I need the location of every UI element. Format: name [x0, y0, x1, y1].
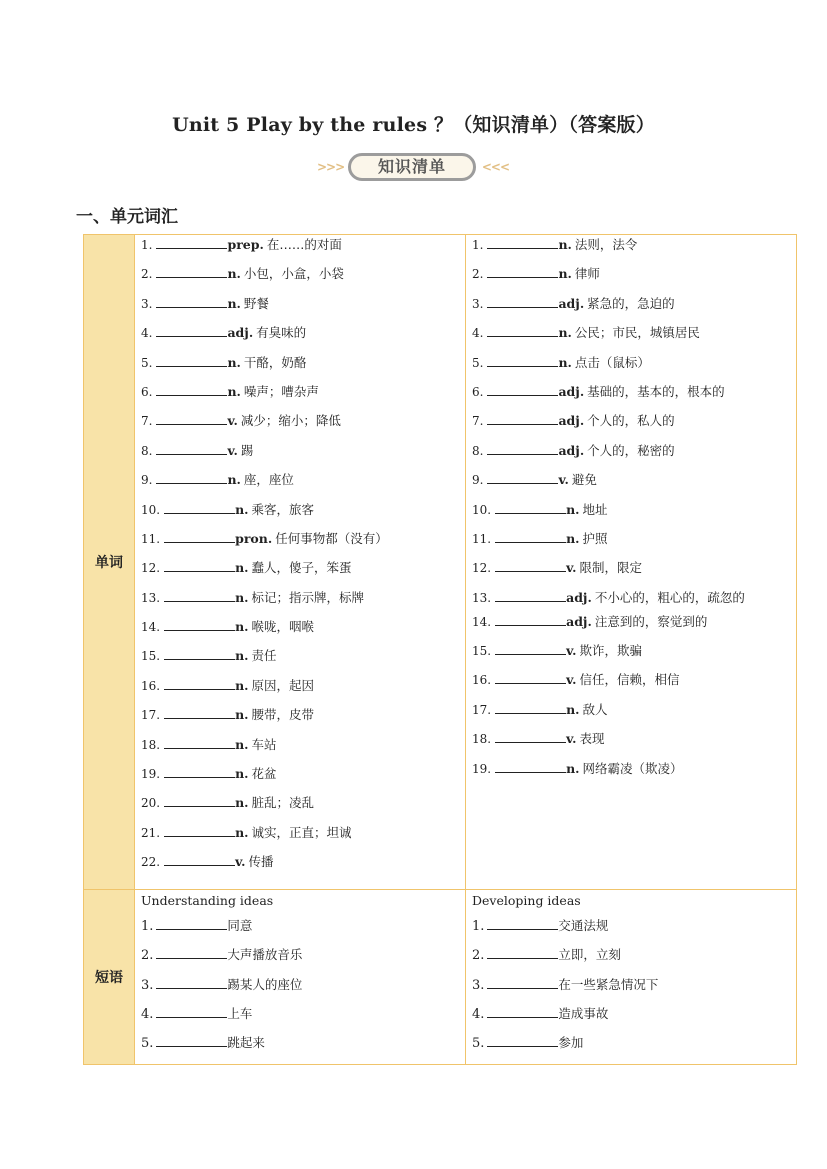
page-title: Unit 5 Play by the rules ？（知识清单）（答案版）: [172, 114, 655, 136]
phrase-entry: 4. 造成事故: [472, 1005, 609, 1022]
answer-blank[interactable]: [487, 918, 558, 930]
left-arrows-icon: <<<: [481, 160, 509, 174]
answer-blank[interactable]: [156, 237, 227, 249]
answer-blank[interactable]: [495, 531, 566, 543]
word-entry: 5. n. 干酪，奶酪: [141, 354, 307, 370]
words-right-column: [466, 235, 797, 890]
word-entry: 1. prep. 在……的对面: [141, 237, 342, 252]
answer-blank[interactable]: [495, 643, 566, 655]
answer-blank[interactable]: [487, 266, 558, 278]
banner-label: 知识清单: [348, 153, 476, 181]
answer-blank[interactable]: [156, 325, 227, 337]
answer-blank[interactable]: [487, 977, 558, 989]
phrases-left-title: Understanding ideas: [141, 893, 274, 908]
answer-blank[interactable]: [487, 947, 558, 959]
answer-blank[interactable]: [164, 590, 235, 602]
phrase-entry: 5. 参加: [472, 1035, 584, 1052]
answer-blank[interactable]: [495, 731, 566, 743]
word-entry: 14. adj. 注意到的，察觉到的: [472, 613, 708, 629]
answer-blank[interactable]: [164, 531, 235, 543]
answer-blank[interactable]: [156, 355, 227, 367]
answer-blank[interactable]: [156, 472, 227, 484]
answer-blank[interactable]: [495, 560, 566, 572]
words-left-column: [135, 235, 466, 890]
answer-blank[interactable]: [156, 977, 227, 989]
word-entry: 16. n. 原因，起因: [141, 677, 315, 693]
word-entry: 6. adj. 基础的，基本的，根本的: [472, 383, 725, 399]
answer-blank[interactable]: [487, 296, 558, 308]
phrase-entry: 4. 上车: [141, 1005, 253, 1022]
category-words: 单词: [84, 235, 135, 890]
answer-blank[interactable]: [164, 648, 235, 660]
word-entry: 2. n. 小包，小盒，小袋: [141, 266, 344, 282]
answer-blank[interactable]: [487, 325, 558, 337]
word-entry: 15. v. 欺诈，欺骗: [472, 643, 642, 659]
answer-blank[interactable]: [487, 413, 558, 425]
answer-blank[interactable]: [156, 918, 227, 930]
phrase-entry: 1. 交通法规: [472, 918, 609, 934]
answer-blank[interactable]: [487, 472, 558, 484]
phrase-entry: 5. 跳起来: [141, 1035, 265, 1052]
answer-blank[interactable]: [487, 443, 558, 455]
phrase-entry: 1. 同意: [141, 918, 253, 934]
answer-blank[interactable]: [487, 355, 558, 367]
word-entry: 21. n. 诚实，正直；坦诚: [141, 824, 352, 840]
word-entry: 5. n. 点击（鼠标）: [472, 354, 650, 370]
answer-blank[interactable]: [164, 825, 235, 837]
word-entry: 13. adj. 不小心的，粗心的，疏忽的: [472, 589, 745, 605]
word-entry: 20. n. 脏乱；凌乱: [141, 795, 315, 811]
word-entry: 9. n. 座，座位: [141, 472, 294, 488]
word-entry: 7. adj. 个人的，私人的: [472, 413, 675, 429]
section-heading: 一、单元词汇: [76, 207, 178, 227]
answer-blank[interactable]: [495, 702, 566, 714]
answer-blank[interactable]: [164, 854, 235, 866]
phrase-entry: 2. 大声播放音乐: [141, 947, 303, 964]
answer-blank[interactable]: [164, 737, 235, 749]
word-entry: 18. v. 表现: [472, 731, 605, 747]
word-entry: 10. n. 地址: [472, 501, 608, 517]
answer-blank[interactable]: [495, 502, 566, 514]
phrase-entry: 3. 踢某人的座位: [141, 976, 303, 993]
right-arrows-icon: >>>: [317, 160, 345, 174]
word-entry: 7. v. 减少；缩小；降低: [141, 413, 341, 429]
vocabulary-table: [83, 234, 797, 1065]
answer-blank[interactable]: [487, 237, 558, 249]
answer-blank[interactable]: [487, 1006, 558, 1018]
answer-blank[interactable]: [156, 266, 227, 278]
word-entry: 14. n. 喉咙，咽喉: [141, 619, 315, 635]
phrases-left-column: [135, 890, 466, 1065]
word-entry: 22. v. 传播: [141, 854, 274, 870]
answer-blank[interactable]: [156, 1035, 227, 1047]
word-entry: 3. adj. 紧急的，急迫的: [472, 295, 675, 311]
word-entry: 11. pron. 任何事物都（没有）: [141, 530, 388, 546]
answer-blank[interactable]: [156, 384, 227, 396]
word-entry: 4. adj. 有臭味的: [141, 325, 307, 341]
word-entry: 3. n. 野餐: [141, 295, 269, 311]
answer-blank[interactable]: [164, 795, 235, 807]
word-entry: 11. n. 护照: [472, 530, 608, 546]
word-entry: 19. n. 花盆: [141, 766, 277, 782]
word-entry: 1. n. 法则，法令: [472, 237, 638, 252]
answer-blank[interactable]: [487, 384, 558, 396]
answer-blank[interactable]: [495, 672, 566, 684]
answer-blank[interactable]: [164, 502, 235, 514]
answer-blank[interactable]: [495, 614, 566, 626]
answer-blank[interactable]: [156, 947, 227, 959]
word-entry: 4. n. 公民；市民，城镇居民: [472, 325, 700, 341]
answer-blank[interactable]: [164, 766, 235, 778]
word-entry: 18. n. 车站: [141, 736, 277, 752]
word-entry: 9. v. 避免: [472, 472, 597, 488]
word-entry: 12. v. 限制，限定: [472, 560, 642, 576]
category-phrases: 短语: [84, 890, 135, 1065]
answer-blank[interactable]: [156, 1006, 227, 1018]
answer-blank[interactable]: [164, 678, 235, 690]
word-entry: 19. n. 网络霸凌（欺凌）: [472, 760, 683, 776]
answer-blank[interactable]: [487, 1035, 558, 1047]
word-entry: 12. n. 蠢人，傻子，笨蛋: [141, 560, 352, 576]
answer-blank[interactable]: [156, 296, 227, 308]
answer-blank[interactable]: [495, 761, 566, 773]
answer-blank[interactable]: [495, 590, 566, 602]
phrase-entry: 3. 在一些紧急情况下: [472, 976, 659, 993]
answer-blank[interactable]: [164, 560, 235, 572]
word-entry: 17. n. 腰带，皮带: [141, 707, 315, 723]
phrase-entry: 2. 立即，立刻: [472, 947, 621, 964]
answer-blank[interactable]: [164, 707, 235, 719]
phrases-right-column: [466, 890, 797, 1065]
word-entry: 10. n. 乘客，旅客: [141, 501, 315, 517]
word-entry: 16. v. 信任，信赖，相信: [472, 672, 680, 688]
word-entry: 8. v. 踢: [141, 442, 254, 458]
word-entry: 2. n. 律师: [472, 266, 600, 282]
word-entry: 6. n. 噪声；嘈杂声: [141, 383, 319, 399]
answer-blank[interactable]: [156, 413, 227, 425]
answer-blank[interactable]: [164, 619, 235, 631]
word-entry: 8. adj. 个人的，秘密的: [472, 442, 675, 458]
word-entry: 13. n. 标记；指示牌，标牌: [141, 589, 365, 605]
section-banner: [315, 150, 511, 188]
answer-blank[interactable]: [156, 443, 227, 455]
phrases-right-title: Developing ideas: [472, 893, 581, 908]
word-entry: 17. n. 敌人: [472, 701, 608, 717]
word-entry: 15. n. 责任: [141, 648, 277, 664]
